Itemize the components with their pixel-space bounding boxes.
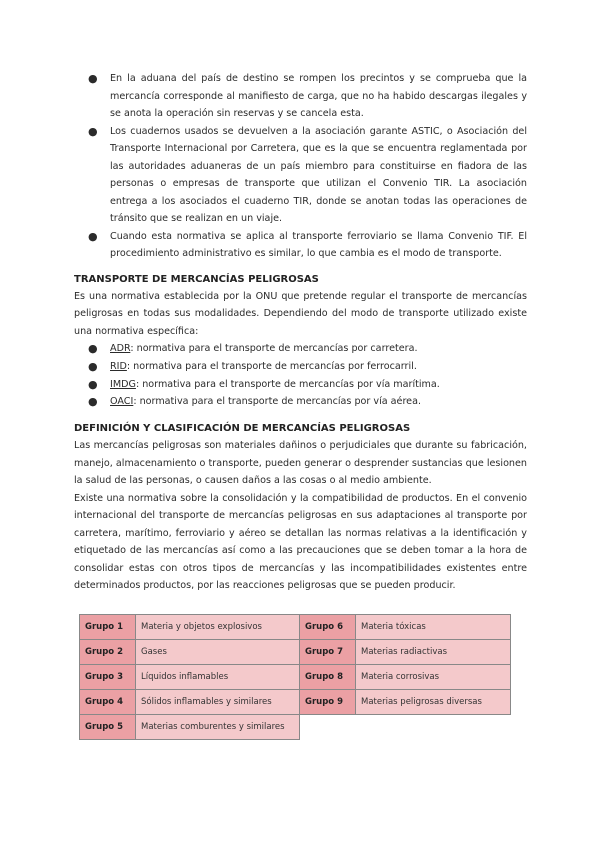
group-description: Gases — [136, 640, 300, 665]
bullet-icon: ● — [88, 395, 98, 409]
list-item: ● Cuando esta normativa se aplica al transporte ferroviario se llama Convenio TIF. El procedimiento administrativo es similar, lo que cambia es el modo de transporte. — [88, 229, 527, 259]
abbr-link-adr: ADR — [110, 343, 131, 354]
tir-procedure-list — [74, 70, 527, 263]
page-content — [74, 70, 527, 595]
list-item-imdg: ● IMDG: normativa para el transporte de mercancías por vía marítima. — [74, 376, 527, 394]
group-description: Materias comburentes y similares — [136, 715, 300, 740]
list-item: ● En la aduana del país de destino se rompen los precintos y se comprueba que la mercancía corresponde al manifiesto de carga, que no ha habido descargas ilegales y se anota la operación sin reservas y se cancela esta. — [88, 72, 527, 119]
list-item-oaci: ● OACI: normativa para el transporte de mercancías por vía aérea. — [74, 393, 527, 411]
bullet-icon: ● — [88, 72, 98, 85]
list-item: ● Los cuadernos usados se devuelven a la asociación garante ASTIC, o Asociación del Transporte Internacional por Carretera, que es la que se encuentra reglamentada por las autoridades aduaneras de un país miembro para constituirse en fiadora de las personas o empresas de transporte que utilizan el Convenio TIR. La asociación entrega a los asociados el cuaderno TIR, donde se anotan todas las operaciones de tránsito que se realizan en un viaje. — [88, 124, 527, 224]
group-label: Grupo 5 — [80, 715, 136, 740]
section-heading-definicion: DEFINICIÓN Y CLASIFICACIÓN DE MERCANCÍAS PELIGROSAS — [74, 423, 411, 435]
group-label: Grupo 3 — [80, 665, 136, 690]
group-description: Sólidos inflamables y similares — [136, 690, 300, 715]
list-item-rid: ● RID: normativa para el transporte de mercancías por ferrocarril. — [74, 358, 527, 376]
section-intro-paragraph: Es una normativa establecida por la ONU que pretende regular el transporte de mercancías peligrosas en todas sus modalidades. Dependiendo del modo de transporte utilizado existe una normativa específica: — [74, 290, 527, 337]
table-row — [80, 615, 511, 640]
group-description: Líquidos inflamables — [136, 665, 300, 690]
empty-cell — [300, 715, 356, 740]
table-row — [80, 665, 511, 690]
group-description: Materia y objetos explosivos — [136, 615, 300, 640]
group-label: Grupo 1 — [80, 615, 136, 640]
empty-cell — [356, 715, 511, 740]
abbr-link-imdg: IMDG — [110, 378, 136, 390]
abbr-link-rid: RID — [110, 360, 127, 372]
table-row — [80, 715, 511, 740]
bullet-icon: ● — [88, 377, 98, 391]
group-label: Grupo 6 — [300, 615, 356, 640]
table-row — [80, 690, 511, 715]
list-item-adr: ● ADR: normativa para el transporte de mercancías por carretera. — [74, 340, 527, 358]
definition-paragraph: Las mercancías peligrosas son materiales dañinos o perjudiciales que durante su fabricación, manejo, almacenamiento o transporte, pueden generar o desprender sustancias que lesionen la salud de las personas, o causen daños a las cosas o al medio ambiente. — [74, 440, 527, 487]
section-heading-transporte: TRANSPORTE DE MERCANCÍAS PELIGROSAS — [74, 273, 319, 285]
group-label: Grupo 7 — [300, 640, 356, 665]
group-description: Materias peligrosas diversas — [356, 690, 511, 715]
bullet-icon: ● — [88, 124, 98, 138]
bullet-icon: ● — [88, 229, 98, 243]
group-label: Grupo 9 — [300, 690, 356, 715]
group-label: Grupo 8 — [300, 665, 356, 690]
standards-list — [74, 340, 527, 411]
group-description: Materia corrosivas — [356, 665, 511, 690]
group-description: Materias radiactivas — [356, 640, 511, 665]
normativa-paragraph: Existe una normativa sobre la consolidación y la compatibilidad de productos. En el convenio internacional del transporte de mercancías peligrosas en sus adaptaciones al transporte por carretera, marítimo, ferroviario y aéreo se detallan las normas relativas a la identificación y etiquetado de las mercancías así como a las precauciones que se deben tomar a la hora de consolidar estas con otros tipos de mercancías y las incompatibilidades existentes entre determinados productos, por las reacciones peligrosas que se pueden producir. — [74, 492, 527, 592]
bullet-icon: ● — [88, 359, 98, 373]
hazard-groups-table — [79, 614, 511, 740]
group-label: Grupo 4 — [80, 690, 136, 715]
group-description: Materia tóxicas — [356, 615, 511, 640]
abbr-link-oaci: OACI — [110, 396, 134, 408]
group-label: Grupo 2 — [80, 640, 136, 665]
bullet-icon: ● — [88, 342, 98, 355]
table-row — [80, 640, 511, 665]
